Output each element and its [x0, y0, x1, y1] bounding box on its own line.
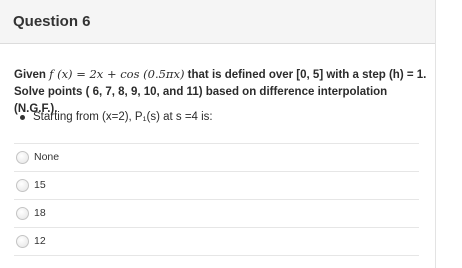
bullet-icon [20, 115, 25, 120]
option-label: None [34, 151, 60, 163]
sub-question-text: Starting from (x=2), P₁(s) at s =4 is: [33, 111, 213, 123]
sub-question [20, 111, 213, 123]
option-15[interactable] [16, 176, 46, 194]
option-label: 18 [34, 207, 46, 219]
question-header [0, 0, 435, 44]
prompt-prefix: Given [14, 69, 46, 81]
radio-button[interactable] [16, 179, 29, 192]
option-none[interactable] [16, 148, 59, 166]
divider [14, 227, 419, 228]
divider [14, 199, 419, 200]
option-label: 15 [34, 179, 46, 191]
radio-button[interactable] [16, 151, 29, 164]
question-title: Question 6 [13, 13, 91, 30]
prompt-suffix: that is defined over [0, 5] with a step (h) = 1. Solve points ( 6, 7, 8, 9, 10, and 11) based on difference interpolation (N.G.F.). [14, 69, 427, 115]
option-18[interactable] [16, 204, 46, 222]
option-12[interactable] [16, 232, 46, 250]
option-label: 12 [34, 235, 46, 247]
radio-button[interactable] [16, 207, 29, 220]
divider [14, 171, 419, 172]
radio-button[interactable] [16, 235, 29, 248]
divider [14, 143, 419, 144]
divider [14, 255, 419, 256]
function-expression: f (x) = 2x + cos (0.5πx) [49, 67, 185, 81]
